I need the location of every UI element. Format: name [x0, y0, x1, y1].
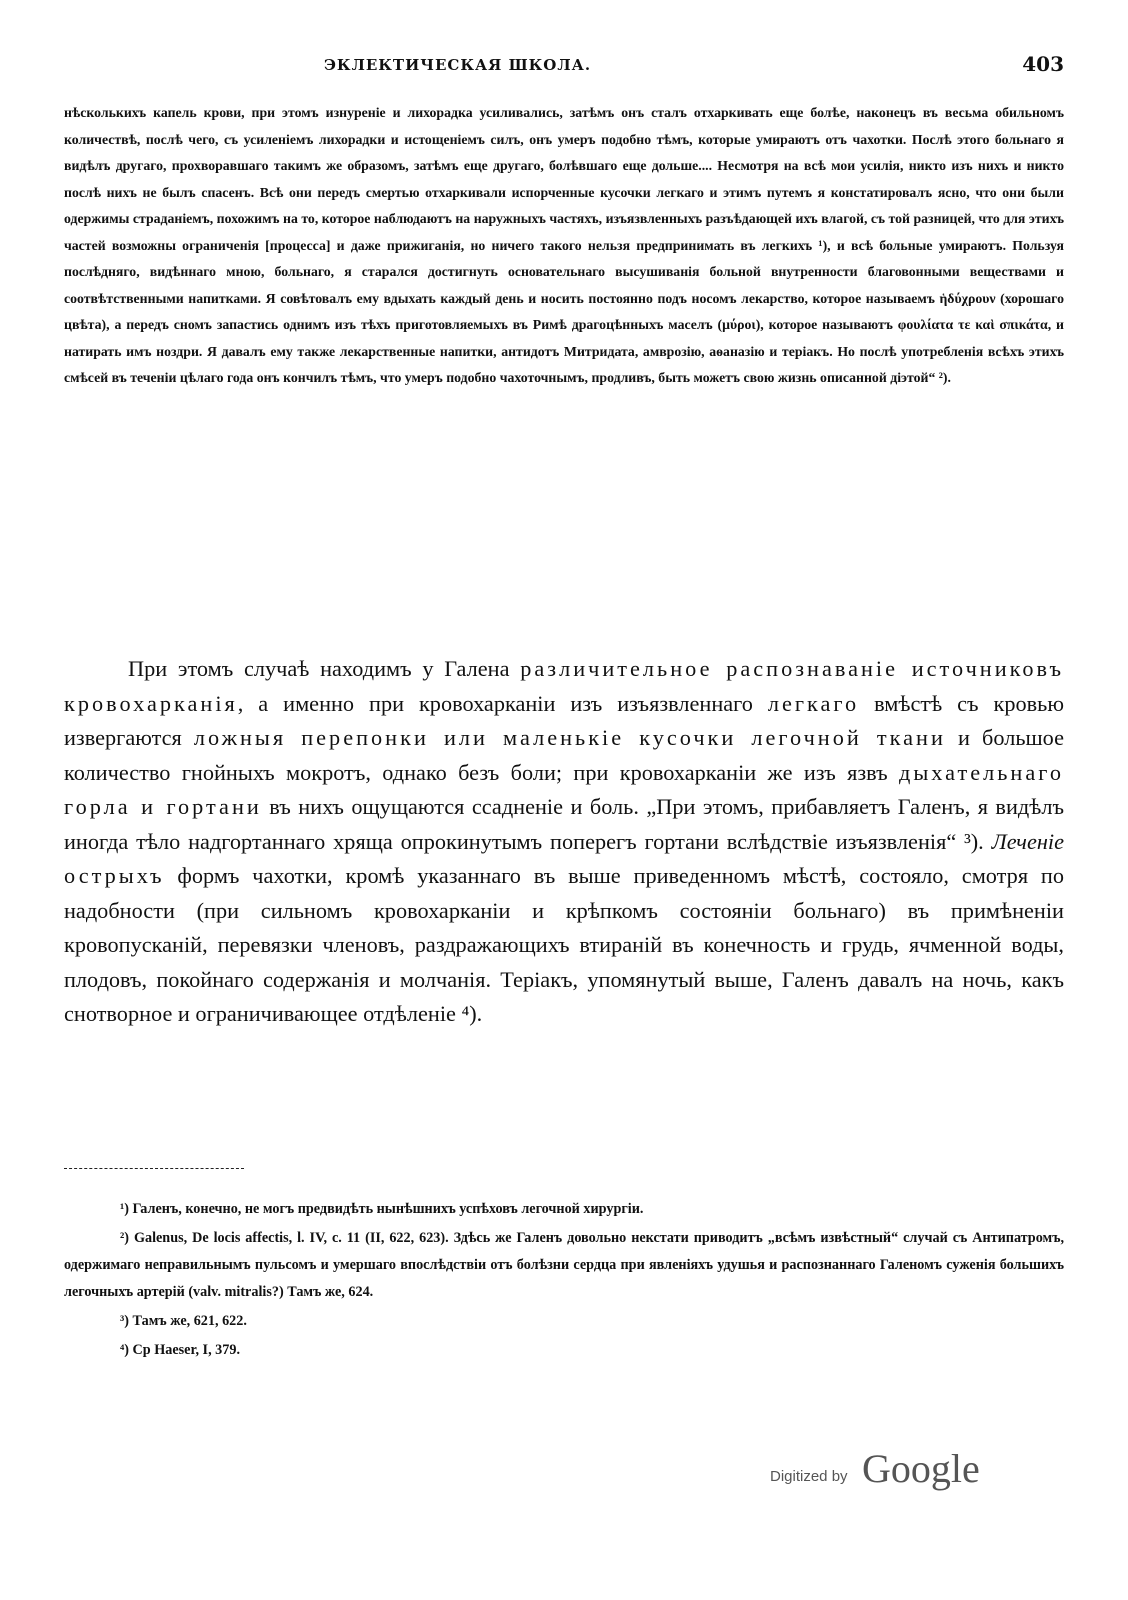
- footnote-mark: ¹): [120, 1201, 129, 1217]
- text-run: формъ чахотки, кромѣ указаннаго въ выше приведенномъ мѣстѣ, состояло, смотря по надобности (при сильномъ кровохарканіи и крѣпкомъ состояніи больнаго) въ примѣненіи кровопусканій, перевязки членовъ, раздражающихъ втираній въ конечность и грудь, ячменной воды, плодовъ, покойнаго содержанія и молчанія. Теріакъ, упомянутый выше, Галенъ давалъ на ночь, какъ снотворное и ограничивающее отдѣленіе ⁴).: [64, 863, 1064, 1026]
- text-run: въ нихъ ощущаются ссадненіе и боль. „При этомъ, прибавляетъ Галенъ, я видѣлъ иногда тѣло надгортаннаго хряща опрокинутымъ поперегъ гортани вслѣдствіе изъязвленія“ ³).: [64, 794, 1064, 854]
- footnotes: [64, 1196, 1064, 1366]
- spaced-emphasis: ложныя перепонки или маленькіе кусочки легочной ткани: [193, 725, 946, 750]
- footnote-3: [64, 1308, 1064, 1335]
- footnote-separator: [64, 1168, 244, 1169]
- text-run: и большое количество гнойныхъ мокротъ, однако безъ боли; при кровохарканіи же изъ язвъ: [64, 725, 1064, 785]
- running-title: ЭКЛЕКТИЧЕСКАЯ ШКОЛА.: [324, 56, 592, 74]
- google-logo-icon: [862, 1446, 1002, 1492]
- quoted-passage: [64, 100, 1064, 392]
- digitized-by-label: Digitized by: [770, 1468, 848, 1485]
- footnote-4: [64, 1337, 1064, 1364]
- spaced-emphasis: дыхательнаго горла и гортани: [64, 759, 1064, 819]
- quote-paragraph: нѣсколькихъ капель крови, при этомъ изнуреніе и лихорадка усиливались, затѣмъ онъ сталъ отхаркивать еще болѣе, наконецъ въ весьма обильномъ количествѣ, послѣ чего, съ усиленіемъ лихорадки и истощеніемъ силъ, онъ умеръ подобно тѣмъ, которые умираютъ отъ чахотки. Послѣ этого больнаго я видѣлъ другаго, прохворавшаго такимъ же образомъ, затѣмъ еще другаго, болѣвшаго еще дольше.... Несмотря на всѣ мои усилія, никто изъ нихъ и никто послѣ нихъ не былъ спасенъ. Всѣ они передъ смертью отхаркивали испорченные кусочки легкаго и этимъ путемъ я констатировалъ ясно, что они были одержимы страданіемъ, похожимъ на то, которое наблюдаютъ на наружныхъ частяхъ, изъязвленныхъ разъѣдающей ихъ влагой, съ той разницей, что для этихъ частей возможны ограниченія [процесса] и даже прижиганія, но ничего такого нельзя предпринимать въ легкихъ ¹), и всѣ больные умираютъ. Пользуя послѣдняго, видѣннаго мною, больнаго, я старался достигнуть основательнаго высушиванія больной внутренности благовонными веществами и соотвѣтственными напитками. Я совѣтовалъ ему вдыхать каждый день и носить постоянно подъ носомъ лекарство, которое называемъ ἡδύχρουν (хорошаго цвѣта), а передъ сномъ запастись однимъ изъ тѣхъ приготовляемыхъ въ Римѣ драгоцѣнныхъ маселъ (μύροι), которое называютъ φουλίατα τε καὶ σπικάτα, и натирать имъ ноздри. Я давалъ ему также лекарственные напитки, антидотъ Митридата, амврозію, аѳаназію и теріакъ. Но послѣ употребленія всѣхъ этихъ смѣсей въ теченіи цѣлаго года онъ кончилъ тѣмъ, что умеръ подобно чахоточнымъ, продливъ, быть можетъ свою жизнь описанной діэтой“ ²).: [64, 105, 1064, 385]
- text-run: При этомъ случаѣ находимъ у Галена: [128, 656, 521, 681]
- footnote-2: [64, 1225, 1064, 1306]
- footnote-mark: ³): [120, 1313, 129, 1329]
- text-run: вмѣстѣ съ кровью извергаются: [64, 690, 1064, 750]
- footnote-text: Тамъ же, 621, 622.: [132, 1313, 247, 1329]
- footnote-1: [64, 1196, 1064, 1223]
- spaced-emphasis: острыхъ: [64, 863, 165, 888]
- footnote-mark: ⁴): [120, 1342, 129, 1358]
- page-number: 403: [1022, 52, 1064, 76]
- google-logo-text: Google: [862, 1446, 980, 1491]
- spaced-emphasis: легкаго: [767, 690, 860, 716]
- page-header: [64, 52, 1064, 80]
- footnote-mark: ²): [120, 1230, 129, 1246]
- footnote-text: Ср Haeser, I, 379.: [132, 1342, 240, 1358]
- footnote-text: Galenus, De locis affectis, l. IV, c. 11 (II, 622, 623). Здѣсь же Галенъ довольно некстати приводитъ „всѣмъ извѣстный“ случай съ Антипатромъ, одержимаго неправильнымъ пульсомъ и умершаго впослѣдствіи отъ болѣзни сердца при явленіяхъ удушья и распознаннаго Галеномъ суженія большихъ легочныхъ артерій (valv. mitralis?) Тамъ же, 624.: [64, 1230, 1065, 1300]
- main-text: [64, 652, 1064, 1032]
- main-paragraph: [64, 652, 1064, 1032]
- digitized-by-google-watermark: [770, 1446, 1010, 1492]
- text-run: , а именно при кровохарканіи изъ изъязвленнаго: [237, 690, 768, 716]
- spaced-emphasis: различительное распознаваніе источниковъ кровохарканія: [64, 656, 1064, 716]
- footnote-text: Галенъ, конечно, не могъ предвидѣть нынѣшнихъ успѣховъ легочной хирургіи.: [132, 1201, 644, 1217]
- italic-emphasis: Леченіе: [991, 828, 1064, 854]
